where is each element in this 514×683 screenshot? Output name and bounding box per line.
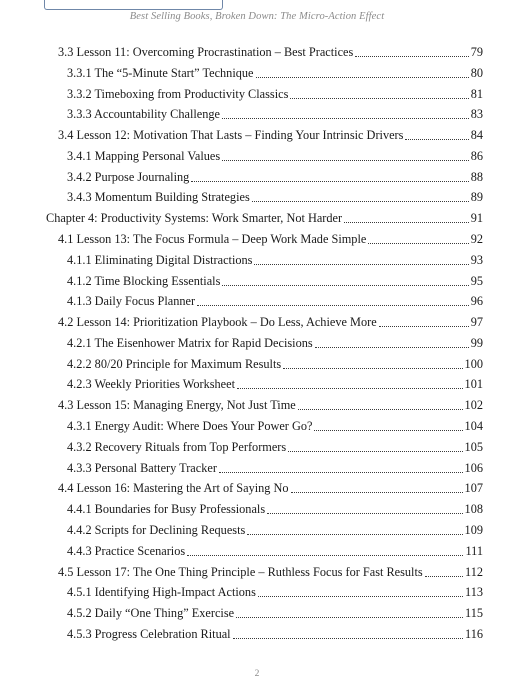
toc-dot-leader — [258, 583, 463, 597]
toc-dot-leader — [236, 604, 463, 618]
toc-entry-title: 4.3.3 Personal Battery Tracker — [67, 460, 217, 475]
toc-entry-page: 104 — [464, 419, 483, 434]
toc-entry-page: 79 — [470, 45, 483, 59]
toc-entry[interactable] — [67, 517, 483, 537]
toc-dot-leader — [237, 375, 463, 389]
toc-entry-title: 4.5.2 Daily “One Thing” Exercise — [67, 606, 235, 621]
toc-entry-title: 4.1.3 Daily Focus Planner — [67, 294, 196, 309]
toc-entry-title: 4.4.2 Scripts for Declining Requests — [67, 522, 246, 537]
toc-entry-page: 92 — [470, 232, 483, 247]
toc-entry-page: 83 — [470, 107, 483, 122]
page-number: 2 — [254, 669, 260, 679]
toc-entry[interactable] — [58, 475, 483, 495]
toc-entry-title: 4.2.1 The Eisenhower Matrix for Rapid Decisions — [67, 335, 313, 350]
toc-entry[interactable] — [67, 101, 483, 121]
toc-entry-title: 4.5.3 Progress Celebration Ritual — [67, 626, 231, 641]
toc-entry[interactable] — [67, 268, 483, 288]
toc-dot-leader — [425, 563, 463, 577]
toc-dot-leader — [267, 500, 462, 514]
toc-dot-leader — [197, 292, 469, 306]
toc-dot-leader — [222, 272, 468, 286]
toc-entry-page: 107 — [464, 481, 483, 496]
toc-entry[interactable] — [67, 81, 483, 101]
toc-entry[interactable] — [67, 164, 483, 184]
toc-entry-title: 4.3.1 Energy Audit: Where Does Your Power Go? — [67, 419, 313, 434]
toc-entry-page: 101 — [464, 377, 483, 392]
toc-entry-title: 3.4 Lesson 12: Motivation That Lasts – Finding Your Intrinsic Drivers — [58, 128, 404, 143]
toc-entry[interactable] — [67, 496, 483, 516]
toc-dot-leader — [254, 251, 468, 265]
toc-entry[interactable] — [67, 413, 483, 433]
toc-entry[interactable] — [58, 559, 483, 579]
toc-entry-page: 86 — [470, 148, 483, 163]
toc-entry[interactable] — [46, 205, 483, 225]
toc-entry[interactable] — [67, 621, 483, 641]
toc-entry-page: 100 — [464, 356, 483, 371]
toc-entry-title: 4.5 Lesson 17: The One Thing Principle – Ruthless Focus for Fast Results — [58, 564, 423, 579]
running-header: Best Selling Books, Broken Down: The Micro-Action Effect — [129, 11, 385, 22]
toc-entry-title: 4.2.3 Weekly Priorities Worksheet — [67, 377, 235, 392]
toc-entry-title: 3.4.1 Mapping Personal Values — [67, 148, 221, 163]
toc-entry[interactable] — [67, 288, 483, 308]
toc-entry[interactable] — [58, 392, 483, 412]
toc-entry[interactable] — [58, 39, 483, 59]
toc-entry-title: 3.3 Lesson 11: Overcoming Procrastination – Best Practices — [58, 45, 354, 59]
toc-entry[interactable] — [67, 184, 483, 204]
toc-dot-leader — [298, 396, 463, 410]
toc-dot-leader — [247, 521, 462, 535]
toc-entry-page: 89 — [470, 190, 483, 205]
toc-entry-page: 80 — [470, 65, 483, 80]
toc-dot-leader — [252, 188, 469, 202]
toc-dot-leader — [368, 230, 468, 244]
toc-entry-title: 4.1.1 Eliminating Digital Distractions — [67, 252, 253, 267]
toc-entry[interactable] — [67, 600, 483, 620]
toc-entry[interactable] — [67, 60, 483, 80]
toc-entry-title: 4.4 Lesson 16: Mastering the Art of Saying No — [58, 481, 289, 496]
toc-entry-title: 4.5.1 Identifying High-Impact Actions — [67, 585, 256, 600]
toc-dot-leader — [405, 126, 468, 140]
toc-entry-title: 4.2 Lesson 14: Prioritization Playbook – Do Less, Achieve More — [58, 315, 377, 330]
toc-dot-leader — [187, 542, 463, 556]
toc-dot-leader — [315, 334, 469, 348]
toc-entry-page: 106 — [464, 460, 483, 475]
toc-dot-leader — [233, 625, 463, 639]
toc-dot-leader — [288, 438, 462, 452]
toc-entry-page: 113 — [465, 585, 483, 600]
toc-entry[interactable] — [67, 371, 483, 391]
toc-entry-title: 4.3.2 Recovery Rituals from Top Performers — [67, 439, 287, 454]
toc-entry[interactable] — [58, 226, 483, 246]
toc-entry[interactable] — [67, 143, 483, 163]
toc-entry-title: 4.4.3 Practice Scenarios — [67, 543, 186, 558]
toc-entry-title: 3.4.3 Momentum Building Strategies — [67, 190, 250, 205]
toc-entry-title: 4.4.1 Boundaries for Busy Professionals — [67, 502, 266, 517]
toc-entry[interactable] — [67, 455, 483, 475]
toc-entry-page: 112 — [465, 564, 483, 579]
toc-dot-leader — [222, 105, 469, 119]
toc-entry[interactable] — [67, 538, 483, 558]
toc-entry-title: 4.2.2 80/20 Principle for Maximum Results — [67, 356, 282, 371]
toc-dot-leader — [344, 209, 469, 223]
toc-entry-title: 3.3.3 Accountability Challenge — [67, 107, 220, 122]
toc-entry-page: 93 — [470, 252, 483, 267]
toc-entry-page: 108 — [464, 502, 483, 517]
toc-dot-leader — [290, 85, 468, 99]
toc-entry-title: Chapter 4: Productivity Systems: Work Smarter, Not Harder — [46, 211, 343, 226]
toc-entry-title: 4.1.2 Time Blocking Essentials — [67, 273, 221, 288]
toc-entry-page: 96 — [470, 294, 483, 309]
toc-dot-leader — [314, 417, 462, 431]
toc-entry-title: 4.3 Lesson 15: Managing Energy, Not Just Time — [58, 398, 296, 413]
toc-entry[interactable] — [67, 579, 483, 599]
toc-entry-page: 95 — [470, 273, 483, 288]
toc-entry-page: 91 — [470, 211, 483, 226]
toc-entry-page: 115 — [465, 606, 483, 621]
toc-entry-page: 81 — [470, 86, 483, 101]
toc-entry[interactable] — [58, 122, 483, 142]
toc-dot-leader — [191, 168, 468, 182]
toc-entry-page: 97 — [470, 315, 483, 330]
toc-entry-page: 99 — [470, 335, 483, 350]
toc-dot-leader — [291, 479, 463, 493]
toc-dot-leader — [355, 43, 468, 57]
toc-dot-leader — [283, 355, 462, 369]
toc-dot-leader — [379, 313, 469, 327]
toc-dot-leader — [256, 64, 469, 78]
toc-dot-leader — [219, 459, 463, 473]
toc-entry[interactable] — [67, 330, 483, 350]
toc-entry[interactable] — [67, 434, 483, 454]
toc-entry-page: 116 — [465, 626, 483, 641]
tab-edge — [44, 0, 223, 10]
toc-entry-page: 88 — [470, 169, 483, 184]
toc-entry-title: 3.4.2 Purpose Journaling — [67, 169, 190, 184]
toc-entry-page: 109 — [464, 522, 483, 537]
toc-entry-title: 3.3.2 Timeboxing from Productivity Classics — [67, 86, 289, 101]
toc-entry[interactable] — [58, 309, 483, 329]
toc-entry-page: 84 — [470, 128, 483, 143]
toc-entry-page: 111 — [465, 543, 483, 558]
toc-entry[interactable] — [67, 247, 483, 267]
toc-entry-page: 102 — [464, 398, 483, 413]
toc-entry[interactable] — [67, 351, 483, 371]
toc-entry-title: 3.3.1 The “5-Minute Start” Technique — [67, 65, 254, 80]
toc-dot-leader — [222, 147, 469, 161]
toc-entry-page: 105 — [464, 439, 483, 454]
toc-entry-title: 4.1 Lesson 13: The Focus Formula – Deep Work Made Simple — [58, 232, 367, 247]
